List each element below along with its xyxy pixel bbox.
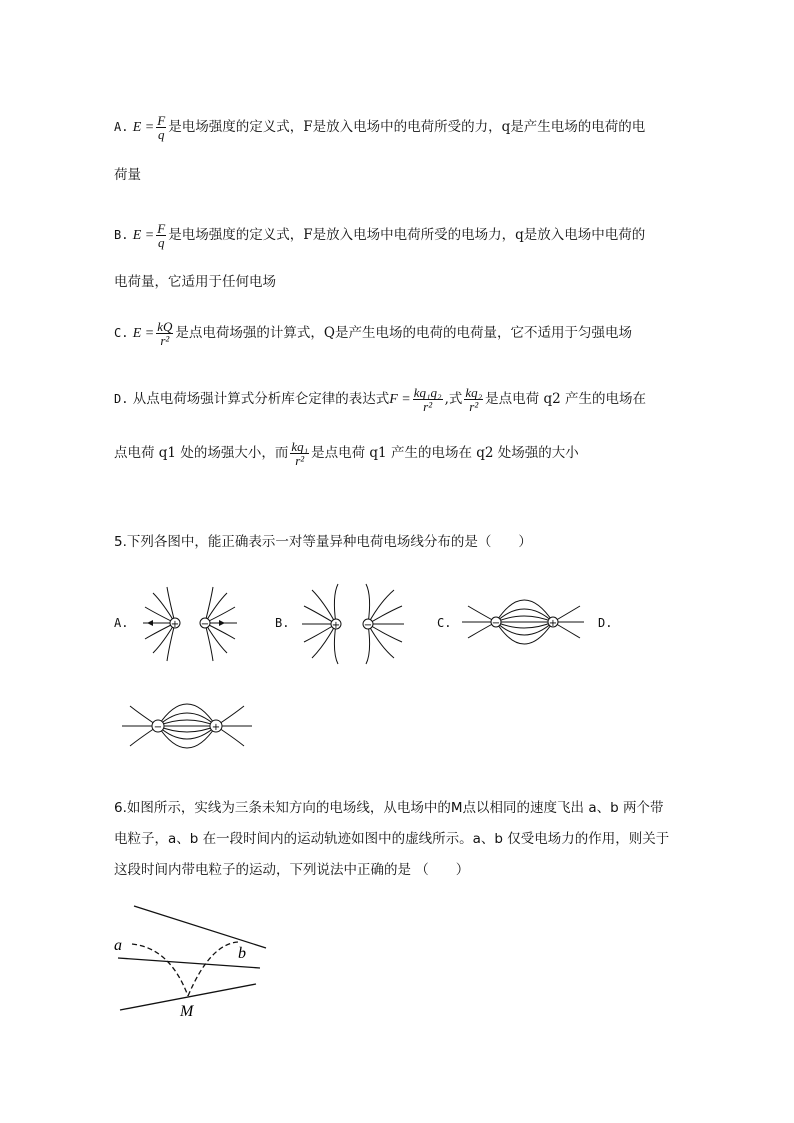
svg-text:+: + [548,618,558,629]
option-b-line2 [114,272,276,292]
q5-label-b: B. [275,616,290,630]
question-5-stem: 5.下列各图中，能正确表示一对等量异种电荷电场线分布的是（ ） [114,534,532,550]
option-a-line2 [114,165,141,185]
option-a-num: F [157,113,166,128]
option-d-fraction3 [290,440,309,467]
option-a-fraction [156,114,166,141]
label-a: a [114,937,122,954]
option-d-text1c: 是点电荷 q2 产生的电场在 [485,391,646,407]
option-c-fraction [156,320,173,347]
option-d-text2b: 是点电荷 q1 产生的电场在 q2 处场强的大小 [311,445,579,461]
svg-text:−: − [491,618,501,629]
option-a-text1: 是电场强度的定义式，F是放入电场中的电荷所受的力，q是产生电场的电荷的电 [168,119,646,135]
option-a-text2: 荷量 [114,167,141,183]
field-diagram-d [118,684,258,769]
svg-text:+: + [211,722,221,733]
option-d-fraction2 [464,386,483,413]
question-6-stem-line1: 6.如图所示，实线为三条未知方向的电场线，从电场中的M点以相同的速度飞出 a、b 两个带 [114,800,664,816]
option-b-eq: E = [132,228,155,243]
option-c-eq: E = [132,326,155,341]
q5-label-a: A. [114,616,129,630]
field-diagram-b [298,582,408,667]
question-6-stem-line3: 这段时间内带电粒子的运动，下列说法中正确的是 （ ） [114,862,470,878]
field-diagram-a [135,585,245,665]
svg-text:+: + [331,620,341,631]
option-d-num2: kq₂ [465,385,483,400]
label-b: b [238,945,246,962]
option-c-den: r² [160,333,170,348]
option-a-den: q [157,127,165,142]
option-d-den2: r² [469,399,479,414]
option-a-label: A. [114,120,129,134]
option-d-text2a: 点电荷 q1 处的场强大小，而 [114,445,289,461]
option-c-text1: 是点电荷场强的计算式，Q是产生电场的电荷的电荷量，它不适用于匀强电场 [175,325,632,341]
option-c-num: kQ [157,319,173,334]
option-d-eq: F = [389,392,411,407]
option-d-line1 [114,386,646,413]
label-m: M [180,1003,194,1020]
option-a-eq: E = [132,120,155,135]
option-d-num3: kq₁ [291,439,309,454]
option-d-line2 [114,440,579,467]
svg-text:−: − [200,619,210,630]
trajectory-a [132,944,188,996]
field-diagram-c [458,582,588,667]
option-c-line1 [114,320,632,347]
option-d-num1: kq₁q₂ [413,385,442,400]
field-line-top [134,906,266,948]
trajectory-diagram [110,898,275,1023]
svg-text:−: − [153,722,163,733]
svg-text:+: + [170,619,180,630]
option-b-label: B. [114,228,129,242]
option-b-line1 [114,222,645,249]
option-b-text1: 是电场强度的定义式，F是放入电场中电荷所受的电场力，q是放入电场中电荷的 [168,227,646,243]
q5-label-d: D. [598,616,613,630]
option-d-den1: r² [423,399,433,414]
question-6-stem-line2: 电粒子，a、b 在一段时间内的运动轨迹如图中的虚线所示。a、b 仅受电场力的作用，则关于 [114,831,670,847]
option-d-text1b: ,式 [444,391,463,407]
option-a-line1 [114,114,645,141]
q5-label-c: C. [437,616,452,630]
option-d-label: D. [114,392,129,406]
option-b-den: q [157,235,165,250]
option-d-text1: 从点电荷场强计算式分析库仑定律的表达式 [132,391,390,407]
option-b-text2: 电荷量，它适用于任何电场 [114,274,276,290]
option-b-num: F [157,221,166,236]
option-d-fraction1 [413,386,443,413]
option-d-den3: r² [295,453,305,468]
svg-text:−: − [363,620,373,631]
option-c-label: C. [114,326,129,340]
trajectory-b [188,942,238,996]
option-b-fraction [156,222,166,249]
